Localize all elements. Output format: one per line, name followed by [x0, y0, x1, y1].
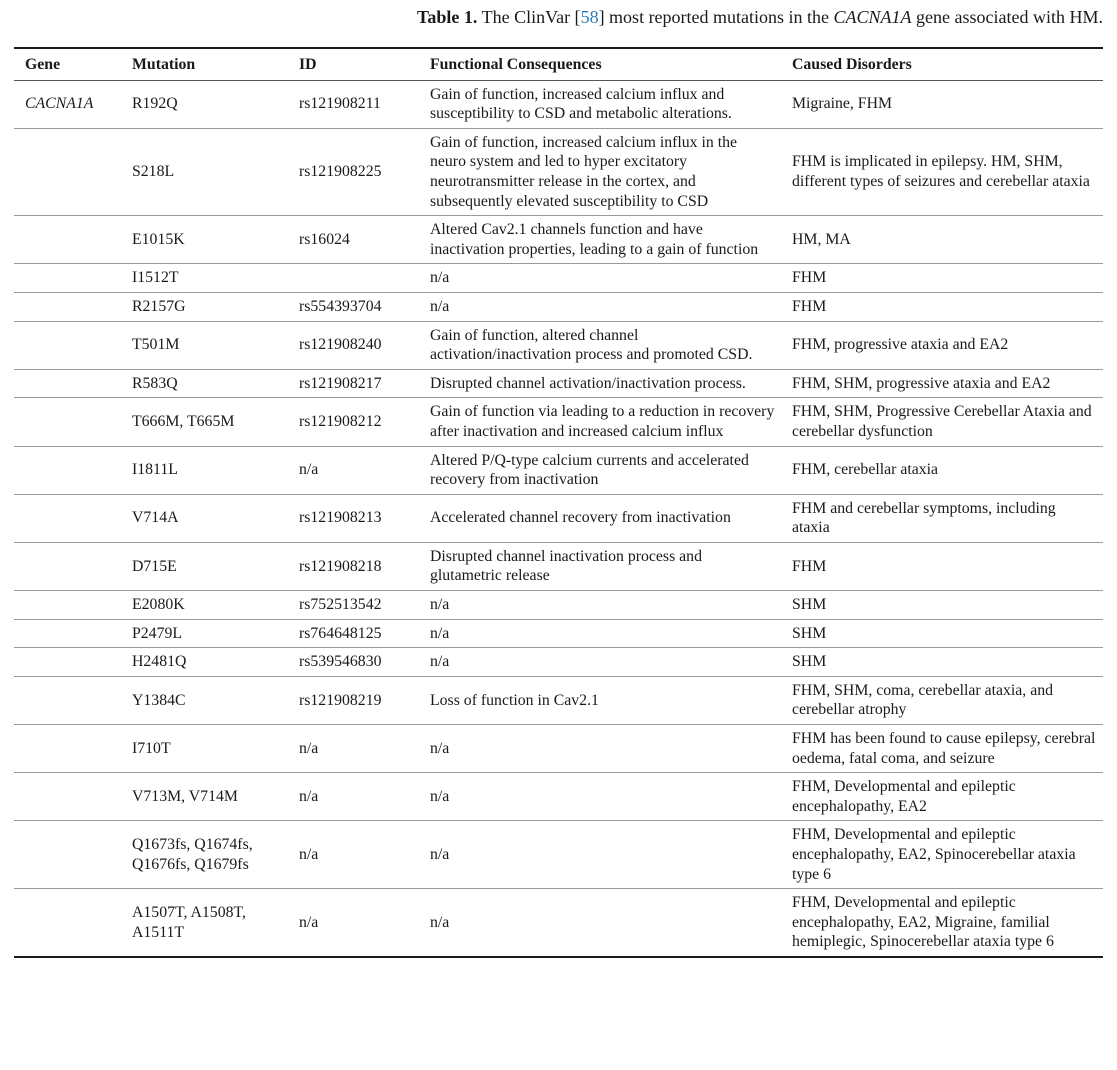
consequence-cell: Disrupted channel inactivation process and glutametric release — [419, 542, 781, 590]
gene-cell — [14, 821, 121, 889]
disorders-cell: SHM — [781, 619, 1103, 648]
consequence-cell: Altered Cav2.1 channels function and have inactivation properties, leading to a gain of function — [419, 216, 781, 264]
consequence-cell: n/a — [419, 725, 781, 773]
disorders-cell: FHM, cerebellar ataxia — [781, 446, 1103, 494]
gene-cell — [14, 128, 121, 215]
id-cell: n/a — [288, 889, 419, 957]
id-cell: rs121908211 — [299, 95, 381, 113]
consequence-cell: Altered P/Q-type calcium currents and accelerated recovery from inactivation — [419, 446, 781, 494]
id-cell: rs16024 — [288, 216, 419, 264]
table-row — [14, 889, 1103, 957]
caption-text-before: The ClinVar [ — [477, 7, 581, 27]
table-row — [14, 292, 1103, 321]
caption-gene: CACNA1A — [833, 7, 912, 27]
consequence-cell: Gain of function, altered channel activation/inactivation process and promoted CSD. — [419, 321, 781, 369]
id-cell: n/a — [288, 821, 419, 889]
mutation-cell: V714A — [121, 494, 288, 542]
consequence-cell: Gain of function, increased calcium influx and susceptibility to CSD and metabolic alterations. — [430, 85, 732, 123]
mutation-cell: R2157G — [121, 292, 288, 321]
disorders-cell: SHM — [781, 648, 1103, 677]
table-row — [14, 369, 1103, 398]
caption-text-end: gene associated with HM. — [911, 7, 1103, 27]
gene-cell — [14, 264, 121, 293]
mutation-cell: R583Q — [121, 369, 288, 398]
id-cell: rs121908218 — [288, 542, 419, 590]
id-cell: rs121908240 — [288, 321, 419, 369]
id-cell: rs121908219 — [288, 676, 419, 724]
table-row — [14, 725, 1103, 773]
gene-cell — [14, 321, 121, 369]
gene-cell — [14, 773, 121, 821]
disorders-cell: FHM, Developmental and epileptic encephalopathy, EA2, Spinocerebellar ataxia type 6 — [781, 821, 1103, 889]
id-cell: rs764648125 — [288, 619, 419, 648]
mutation-cell: E2080K — [121, 591, 288, 620]
consequence-cell: n/a — [419, 889, 781, 957]
mutation-cell: T501M — [121, 321, 288, 369]
id-cell: rs121908212 — [288, 398, 419, 446]
gene-cell — [14, 292, 121, 321]
header-functional-consequences: Functional Consequences — [419, 48, 781, 80]
consequence-cell: n/a — [419, 773, 781, 821]
disorders-cell: FHM, SHM, coma, cerebellar ataxia, and cerebellar atrophy — [781, 676, 1103, 724]
gene-cell — [14, 889, 121, 957]
caption-label: Table 1. — [417, 7, 478, 27]
table-row — [14, 494, 1103, 542]
citation-link[interactable]: 58 — [580, 7, 599, 27]
table-row — [14, 128, 1103, 215]
gene-cell — [14, 648, 121, 677]
table-row — [14, 446, 1103, 494]
disorders-cell: FHM, SHM, progressive ataxia and EA2 — [781, 369, 1103, 398]
consequence-cell: n/a — [419, 821, 781, 889]
disorders-cell: FHM has been found to cause epilepsy, cerebral oedema, fatal coma, and seizure — [781, 725, 1103, 773]
disorders-cell: FHM — [781, 264, 1103, 293]
gene-cell — [14, 619, 121, 648]
disorders-cell: FHM — [781, 292, 1103, 321]
consequence-cell: n/a — [419, 591, 781, 620]
mutation-cell: I1512T — [121, 264, 288, 293]
mutation-cell: S218L — [121, 128, 288, 215]
gene-cell — [14, 542, 121, 590]
id-cell: rs121908213 — [288, 494, 419, 542]
id-cell: rs752513542 — [288, 591, 419, 620]
disorders-cell: FHM, SHM, Progressive Cerebellar Ataxia and cerebellar dysfunction — [781, 398, 1103, 446]
consequence-cell: Accelerated channel recovery from inactivation — [419, 494, 781, 542]
mutation-cell: Q1673fs, Q1674fs, Q1676fs, Q1679fs — [121, 821, 288, 889]
table-row — [14, 398, 1103, 446]
gene-cell — [14, 369, 121, 398]
header-caused-disorders: Caused Disorders — [781, 48, 1103, 80]
table-row — [14, 542, 1103, 590]
mutation-cell: T666M, T665M — [121, 398, 288, 446]
mutation-cell: P2479L — [121, 619, 288, 648]
table-caption — [0, 5, 1103, 29]
disorders-cell: Migraine, FHM — [792, 95, 893, 113]
caption-text-after: ] most reported mutations in the — [598, 7, 834, 27]
table-row — [14, 619, 1103, 648]
disorders-cell: SHM — [781, 591, 1103, 620]
gene-cell — [14, 676, 121, 724]
table-row — [14, 648, 1103, 677]
mutation-cell: R192Q — [132, 95, 178, 113]
disorders-cell: FHM, Developmental and epileptic encephalopathy, EA2 — [781, 773, 1103, 821]
id-cell: rs539546830 — [288, 648, 419, 677]
consequence-cell: Loss of function in Cav2.1 — [419, 676, 781, 724]
gene-cell — [14, 725, 121, 773]
consequence-cell: Gain of function via leading to a reduction in recovery after inactivation and increased calcium influx — [419, 398, 781, 446]
id-cell: rs121908225 — [288, 128, 419, 215]
id-cell: rs121908217 — [288, 369, 419, 398]
id-cell: n/a — [288, 446, 419, 494]
mutation-cell: I710T — [121, 725, 288, 773]
mutation-cell: V713M, V714M — [121, 773, 288, 821]
header-row — [14, 48, 1103, 80]
gene-cell — [14, 398, 121, 446]
table-row — [14, 80, 1103, 128]
table-row — [14, 264, 1103, 293]
table-row — [14, 821, 1103, 889]
gene-cell — [14, 446, 121, 494]
consequence-cell: n/a — [419, 264, 781, 293]
mutations-table-container — [14, 47, 1103, 958]
table-row — [14, 591, 1103, 620]
mutation-cell: H2481Q — [121, 648, 288, 677]
mutation-cell: I1811L — [121, 446, 288, 494]
disorders-cell: HM, MA — [781, 216, 1103, 264]
mutation-cell: E1015K — [121, 216, 288, 264]
table-row — [14, 676, 1103, 724]
disorders-cell: FHM, progressive ataxia and EA2 — [781, 321, 1103, 369]
consequence-cell: n/a — [419, 648, 781, 677]
consequence-cell: Disrupted channel activation/inactivation process. — [419, 369, 781, 398]
gene-cell — [14, 591, 121, 620]
gene-cell: CACNA1A — [25, 95, 94, 113]
gene-cell — [14, 216, 121, 264]
disorders-cell: FHM is implicated in epilepsy. HM, SHM, different types of seizures and cerebellar ataxia — [781, 128, 1103, 215]
id-cell: n/a — [288, 773, 419, 821]
table-row — [14, 216, 1103, 264]
table-row — [14, 773, 1103, 821]
consequence-cell: Gain of function, increased calcium influx in the neuro system and led to hyper excitatory neurotransmitter release in the cortex, and subsequently elevated susceptibility to CSD — [419, 128, 781, 215]
id-cell — [288, 264, 419, 293]
mutation-cell: Y1384C — [121, 676, 288, 724]
id-cell: rs554393704 — [288, 292, 419, 321]
gene-cell — [14, 494, 121, 542]
header-mutation: Mutation — [121, 48, 288, 80]
header-id: ID — [288, 48, 419, 80]
mutation-cell: A1507T, A1508T, A1511T — [121, 889, 288, 957]
consequence-cell: n/a — [419, 619, 781, 648]
mutation-cell: D715E — [121, 542, 288, 590]
consequence-cell: n/a — [419, 292, 781, 321]
mutations-table — [14, 47, 1103, 958]
table-body — [14, 80, 1103, 957]
disorders-cell: FHM — [781, 542, 1103, 590]
disorders-cell: FHM, Developmental and epileptic encephalopathy, EA2, Migraine, familial hemiplegic, Spinocerebellar ataxia type 6 — [781, 889, 1103, 957]
disorders-cell: FHM and cerebellar symptoms, including ataxia — [781, 494, 1103, 542]
header-gene: Gene — [14, 48, 121, 80]
table-row — [14, 321, 1103, 369]
id-cell: n/a — [288, 725, 419, 773]
